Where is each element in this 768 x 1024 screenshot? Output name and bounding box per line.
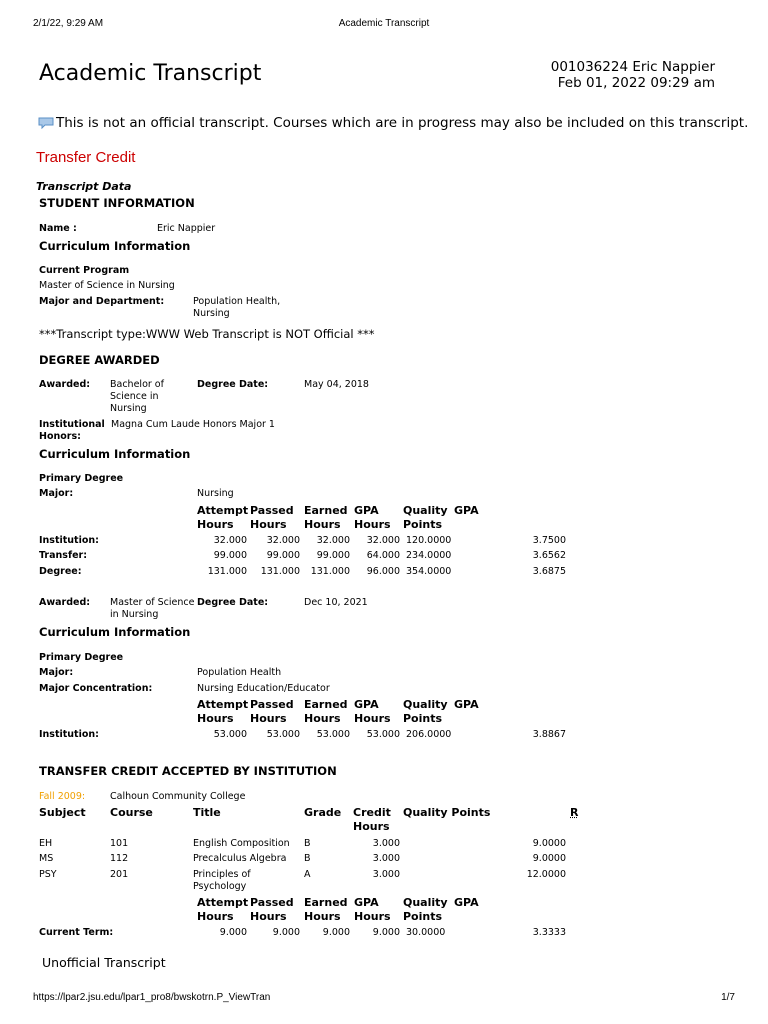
course-credit: 3.000 <box>372 869 400 880</box>
cell: 53.000 <box>266 729 300 740</box>
degree2-major-value: Population Health <box>197 667 282 678</box>
generated-datetime: Feb 01, 2022 09:29 am <box>557 75 715 91</box>
cell: 234.0000 <box>406 550 452 561</box>
row-label-institution: Institution: <box>39 729 99 740</box>
degree1-awarded-label: Awarded: <box>39 379 91 390</box>
course-qp: 12.0000 <box>526 869 566 880</box>
cell: 9.000 <box>272 927 300 938</box>
col-r-sort-link[interactable]: R <box>570 806 579 819</box>
cell: 354.0000 <box>406 566 452 577</box>
print-url: https://lpar2.jsu.edu/lpar1_pro8/bwskotrn.P_ViewTran <box>33 992 271 1003</box>
course-title: Principles of Psychology <box>193 869 251 892</box>
col-passed-hours: Passed Hours <box>250 698 294 725</box>
cell: 3.8867 <box>532 729 566 740</box>
degree2-concentration-label: Major Concentration: <box>39 683 153 694</box>
cell: 3.6875 <box>532 566 566 577</box>
course-number: 101 <box>110 838 129 849</box>
degree2-primary-degree: Primary Degree <box>39 652 124 663</box>
curriculum-heading: Curriculum Information <box>39 239 191 253</box>
degree2-awarded-label: Awarded: <box>39 597 91 608</box>
cell: 32.000 <box>213 535 247 546</box>
col-earned-hours: Earned Hours <box>304 504 348 531</box>
course-number: 112 <box>110 853 129 864</box>
cell: 9.000 <box>219 927 247 938</box>
info-speech-bubble-icon <box>38 117 54 129</box>
degree1-honors-label: Institutional Honors: <box>39 419 105 442</box>
cell: 131.000 <box>310 566 350 577</box>
degree1-major-value: Nursing <box>197 488 234 499</box>
cell: 9.000 <box>372 927 400 938</box>
degree1-date-label: Degree Date: <box>197 379 269 390</box>
info-notice <box>38 115 748 131</box>
cell: 32.000 <box>366 535 400 546</box>
cell: 120.0000 <box>406 535 452 546</box>
degree1-awarded-value: Bachelor of Science in Nursing <box>110 379 164 414</box>
info-text: This is not an official transcript. Courses which are in progress may also be included on this transcript. <box>56 115 749 131</box>
degree2-major-label: Major: <box>39 667 74 678</box>
col-credit-hours: Credit Hours <box>353 806 391 833</box>
degree1-primary-degree: Primary Degree <box>39 473 124 484</box>
cell: 99.000 <box>213 550 247 561</box>
course-grade: B <box>304 853 311 864</box>
col-title: Title <box>193 806 221 819</box>
course-qp: 9.0000 <box>532 853 566 864</box>
degree2-curriculum-heading: Curriculum Information <box>39 625 191 639</box>
col-grade: Grade <box>304 806 342 819</box>
print-title: Academic Transcript <box>338 18 430 29</box>
name-value: Eric Nappier <box>157 223 216 234</box>
row-label-transfer: Transfer: <box>39 550 88 561</box>
col-quality-points: Quality Points <box>403 504 448 531</box>
course-subject: PSY <box>39 869 57 880</box>
transfer-credit-heading: TRANSFER CREDIT ACCEPTED BY INSTITUTION <box>39 764 337 778</box>
col-earned-hours: Earned Hours <box>304 896 348 923</box>
transfer-institution: Calhoun Community College <box>110 791 246 802</box>
transfer-credit-link[interactable]: Transfer Credit <box>36 149 136 166</box>
degree1-date-value: May 04, 2018 <box>304 379 369 390</box>
col-gpa: GPA <box>454 504 479 517</box>
cell: 3.6562 <box>532 550 566 561</box>
degree2-concentration-value: Nursing Education/Educator <box>197 683 330 694</box>
col-gpa-hours: GPA Hours <box>354 504 391 531</box>
cell: 53.000 <box>366 729 400 740</box>
course-subject: MS <box>39 853 54 864</box>
current-program-label: Current Program <box>39 265 130 276</box>
degree2-date-label: Degree Date: <box>197 597 269 608</box>
student-id-block <box>551 59 715 91</box>
course-number: 201 <box>110 869 129 880</box>
col-quality-points: Quality Points <box>403 806 491 819</box>
cell: 53.000 <box>213 729 247 740</box>
col-gpa-hours: GPA Hours <box>354 896 391 923</box>
cell: 99.000 <box>316 550 350 561</box>
print-footer <box>33 992 735 1006</box>
student-info-heading: STUDENT INFORMATION <box>39 196 195 210</box>
cell: 30.0000 <box>406 927 446 938</box>
row-label-institution: Institution: <box>39 535 99 546</box>
course-credit: 3.000 <box>372 853 400 864</box>
degree1-major-label: Major: <box>39 488 74 499</box>
cell: 32.000 <box>316 535 350 546</box>
course-credit: 3.000 <box>372 838 400 849</box>
col-passed-hours: Passed Hours <box>250 504 294 531</box>
cell: 32.000 <box>266 535 300 546</box>
course-title: Precalculus Algebra <box>193 853 287 864</box>
col-gpa: GPA <box>454 896 479 909</box>
degree1-honors-value: Magna Cum Laude Honors Major 1 <box>111 419 275 430</box>
transcript-data-heading: Transcript Data <box>36 180 132 193</box>
transcript-type: ***Transcript type:WWW Web Transcript is NOT Official *** <box>39 327 375 341</box>
col-attempt-hours: Attempt Hours <box>197 698 249 725</box>
cell: 99.000 <box>266 550 300 561</box>
cell: 206.0000 <box>406 729 452 740</box>
degree2-date-value: Dec 10, 2021 <box>304 597 368 608</box>
col-quality-points: Quality Points <box>403 896 448 923</box>
course-title: English Composition <box>193 838 290 849</box>
row-label-degree: Degree: <box>39 566 82 577</box>
col-earned-hours: Earned Hours <box>304 698 348 725</box>
cell: 53.000 <box>316 729 350 740</box>
cell: 3.7500 <box>532 535 566 546</box>
degree1-curriculum-heading: Curriculum Information <box>39 447 191 461</box>
name-label: Name : <box>39 223 77 234</box>
degree-awarded-heading: DEGREE AWARDED <box>39 353 160 367</box>
page-title: Academic Transcript <box>39 61 262 86</box>
col-gpa-hours: GPA Hours <box>354 698 391 725</box>
course-grade: A <box>304 869 311 880</box>
course-qp: 9.0000 <box>532 838 566 849</box>
term-label: Fall 2009: <box>39 791 86 802</box>
col-subject: Subject <box>39 806 86 819</box>
unofficial-transcript-link[interactable]: Unofficial Transcript <box>42 955 166 970</box>
student-id-name: 001036224 Eric Nappier <box>550 59 715 75</box>
degree2-awarded-value: Master of Science in Nursing <box>110 597 195 620</box>
print-datetime: 2/1/22, 9:29 AM <box>33 18 104 29</box>
course-subject: EH <box>39 838 53 849</box>
col-passed-hours: Passed Hours <box>250 896 294 923</box>
cell: 96.000 <box>366 566 400 577</box>
major-dept-value: Population Health, Nursing <box>193 296 281 319</box>
major-dept-label: Major and Department: <box>39 296 165 307</box>
current-program-value: Master of Science in Nursing <box>39 280 175 291</box>
col-gpa: GPA <box>454 698 479 711</box>
print-page-number: 1/7 <box>721 992 735 1003</box>
cell: 3.3333 <box>532 927 566 938</box>
col-attempt-hours: Attempt Hours <box>197 896 249 923</box>
col-quality-points: Quality Points <box>403 698 448 725</box>
col-attempt-hours: Attempt Hours <box>197 504 249 531</box>
cell: 9.000 <box>322 927 350 938</box>
col-course: Course <box>110 806 153 819</box>
cell: 131.000 <box>207 566 247 577</box>
current-term-label: Current Term: <box>39 927 114 938</box>
cell: 64.000 <box>366 550 400 561</box>
course-grade: B <box>304 838 311 849</box>
cell: 131.000 <box>260 566 300 577</box>
